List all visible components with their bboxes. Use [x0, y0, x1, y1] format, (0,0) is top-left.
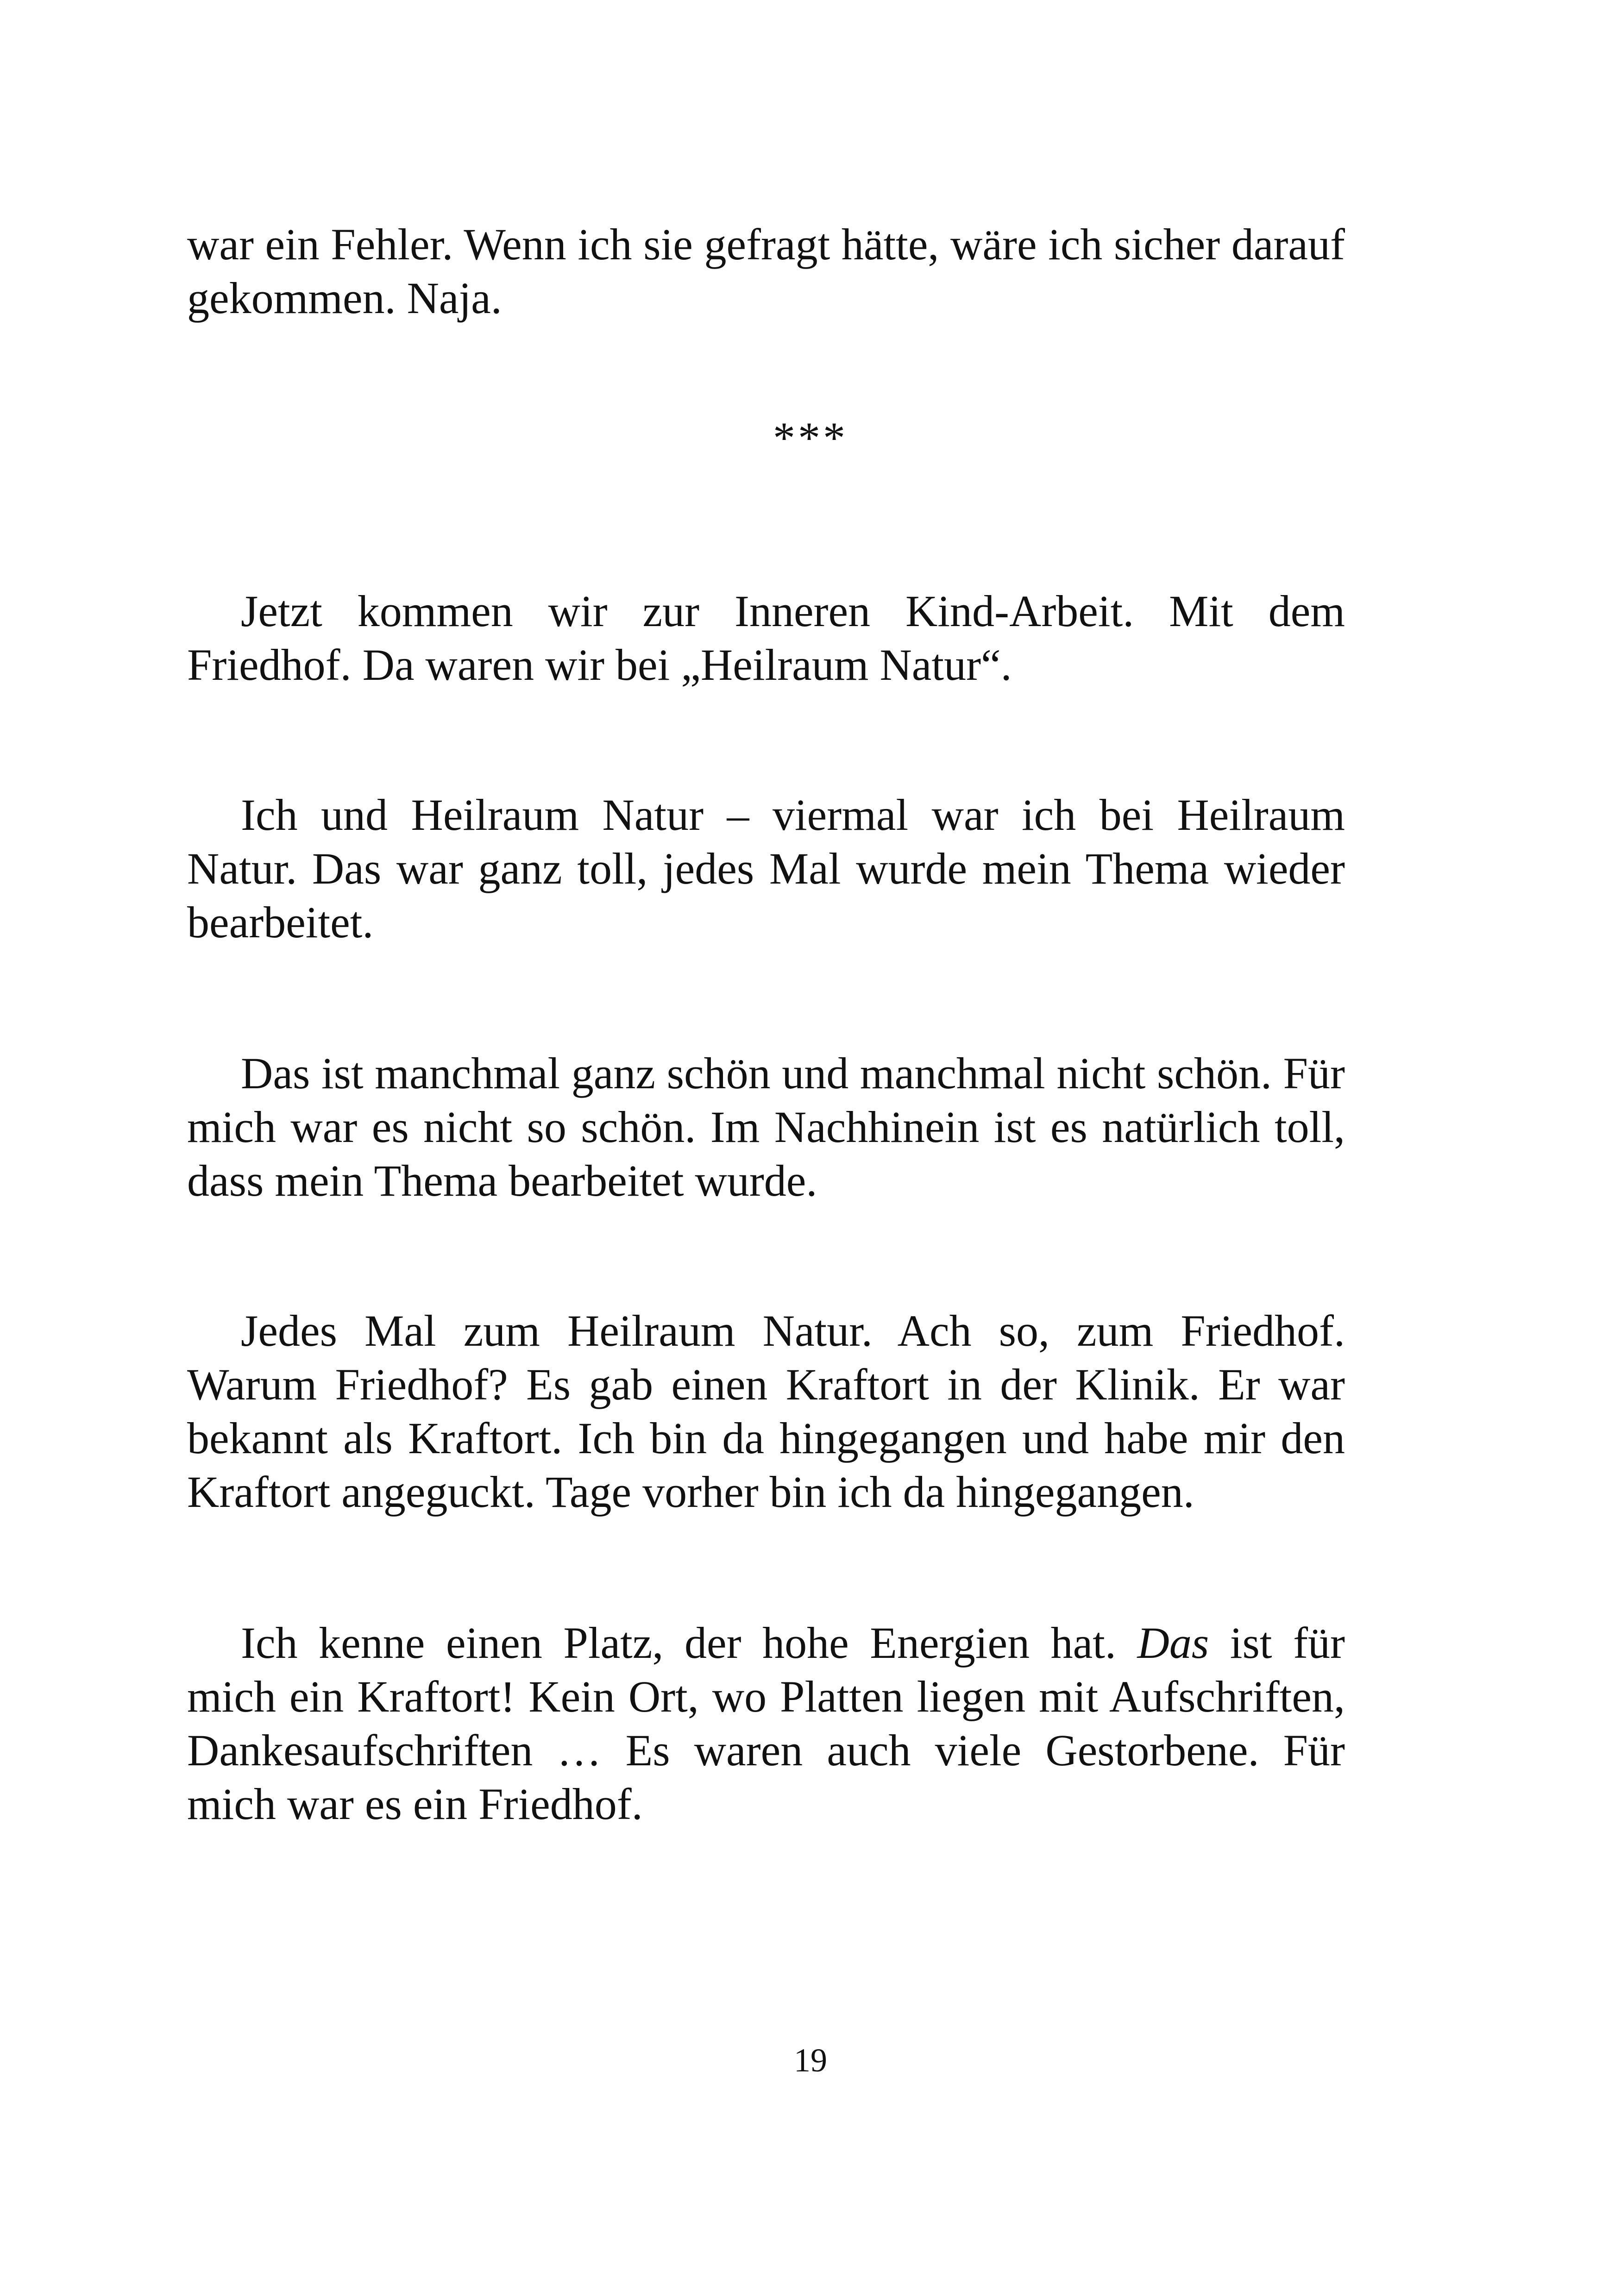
paragraph-continuation: war ein Fehler. Wenn ich sie gefragt hätte, wäre ich sicher darauf gekommen. Naja.: [187, 220, 1345, 323]
paragraph-heilraum-natur: Ich und Heilraum Natur – viermal war ich bei Heilraum Natur. Das war ganz toll, jedes Mal wurde mein Thema wieder bearbeitet.: [187, 790, 1345, 947]
paragraph-manchmal-schoen: Das ist manchmal ganz schön und manchmal nicht schön. Für mich war es nicht so schön. Im Nachhinein ist es natürlich toll, dass mein Thema bearbeitet wurde.: [187, 1048, 1345, 1205]
paragraph-friedhof: [187, 1616, 1345, 1831]
paragraph-friedhof-text-start: Ich kenne einen Platz, der hohe Energien hat.: [241, 1618, 1137, 1668]
paragraph-friedhof-text-end: ist für mich ein Kraftort! Kein Ort, wo Platten liegen mit Aufschriften, Dankesaufschriften … Es waren auch viele Gestorbene. Für mich war es ein Friedhof.: [187, 1618, 1345, 1829]
paragraph-inner-child-work: Jetzt kommen wir zur Inneren Kind-Arbeit. Mit dem Friedhof. Da waren wir bei „Heilraum Natur“.: [187, 586, 1345, 690]
page-number: 19: [794, 2042, 827, 2079]
emphasized-word: Das: [1137, 1618, 1209, 1668]
paragraph-kraftort: Jedes Mal zum Heilraum Natur. Ach so, zum Friedhof. Warum Friedhof? Es gab einen Kraftort in der Klinik. Er war bekannt als Kraftort. Ich bin da hingegangen und habe mir den Kraftort angeguckt. Tage vorher bin ich da hingegangen.: [187, 1306, 1345, 1517]
section-separator: ***: [773, 413, 848, 463]
